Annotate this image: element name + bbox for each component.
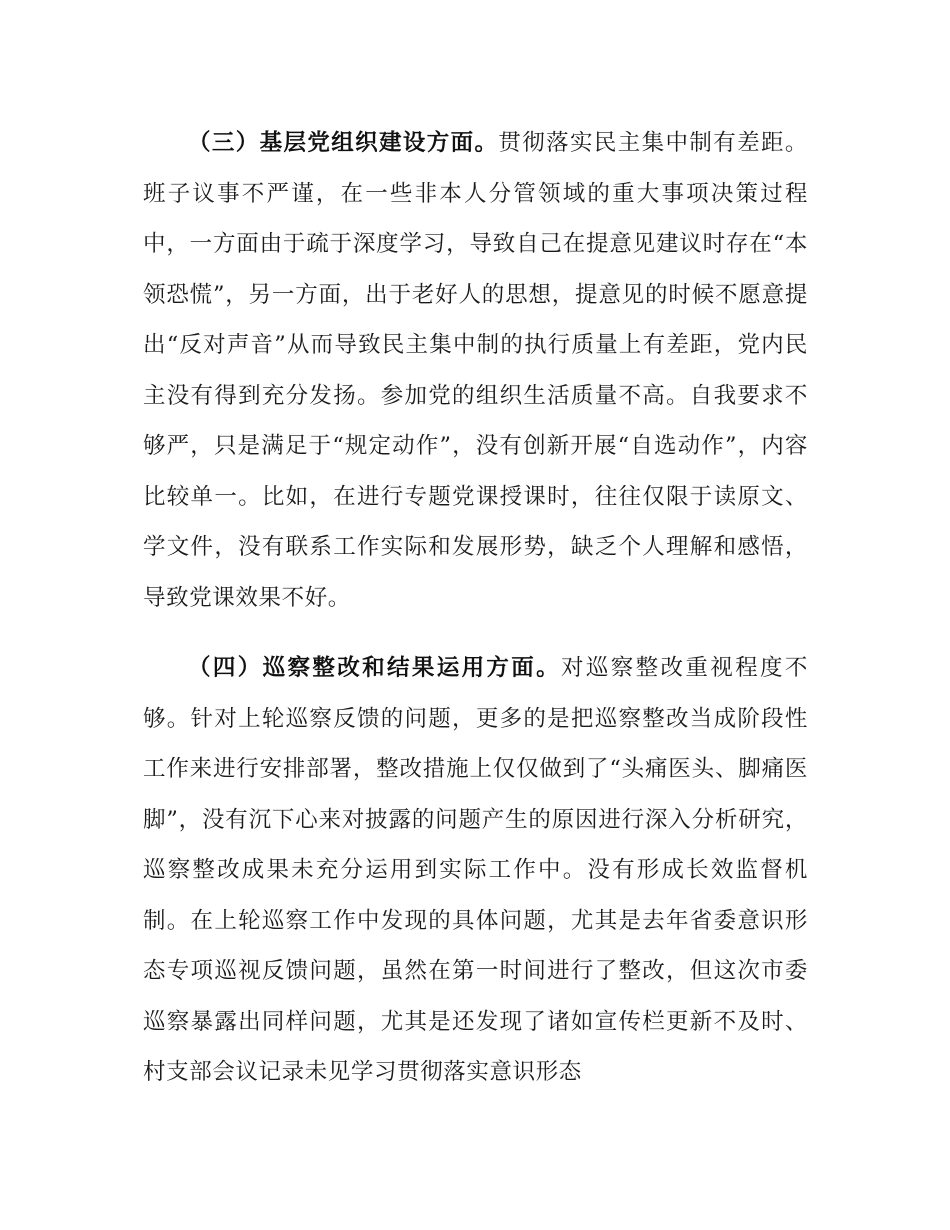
paragraph-section-3	[143, 118, 808, 623]
section-4-text: 对巡察整改重视程度不够。针对上轮巡察反馈的问题，更多的是把巡察整改当成阶段性工作来进行安排部署，整改措施上仅仅做到了“头痛医头、脚痛医脚”，没有沉下心来对披露的问题产生的原因进行深入分析研究，巡察整改成果未充分运用到实际工作中。没有形成长效监督机制。在上轮巡察工作中发现的具体问题，尤其是去年省委意识形态专项巡视反馈问题，虽然在第一时间进行了整改，但这次市委巡察暴露出同样问题，尤其是还发现了诸如宣传栏更新不及时、村支部会议记录未见学习贯彻落实意识形态	[143, 655, 808, 1085]
section-3-text: 贯彻落实民主集中制有差距。班子议事不严谨，在一些非本人分管领域的重大事项决策过程中，一方面由于疏于深度学习，导致自己在提意见建议时存在“本领恐慌”，另一方面，出于老好人的思想，提意见的时候不愿意提出“反对声音”从而导致民主集中制的执行质量上有差距，党内民主没有得到充分发扬。参加党的组织生活质量不高。自我要求不够严，只是满足于“规定动作”，没有创新开展“自选动作”，内容比较单一。比如，在进行专题党课授课时，往往仅限于读原文、学文件，没有联系工作实际和发展形势，缺乏个人理解和感悟，导致党课效果不好。	[143, 130, 808, 611]
section-3-heading: （三）基层党组织建设方面。	[188, 130, 499, 156]
document-body	[143, 118, 808, 1098]
paragraph-section-4	[143, 643, 808, 1098]
section-4-heading: （四）巡察整改和结果运用方面。	[188, 655, 562, 681]
